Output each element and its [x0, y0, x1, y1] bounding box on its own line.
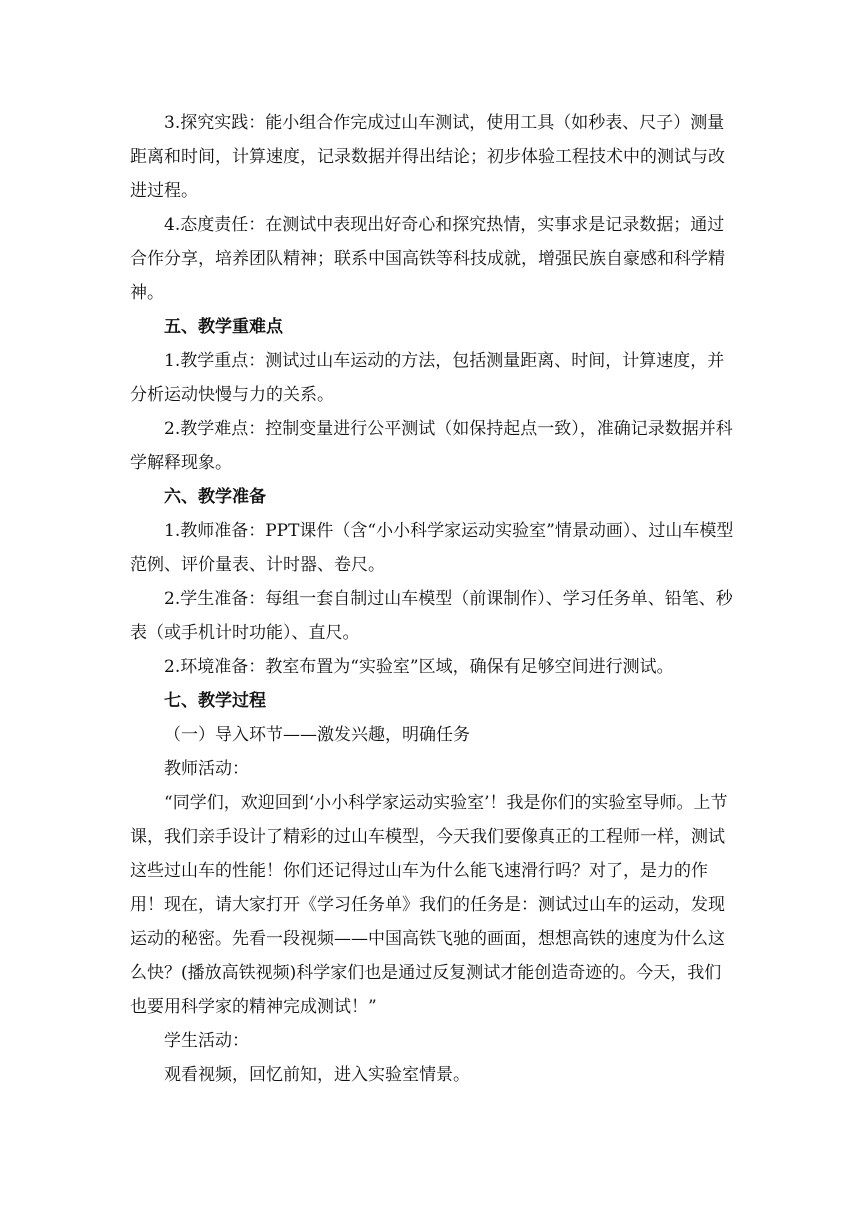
document-body	[130, 106, 738, 1092]
paragraph-environment-prep: 2.环境准备：教室布置为“实验室”区域，确保有足够空间进行测试。	[164, 657, 674, 677]
paragraph-student-activity: 观看视频，回忆前知，进入实验室情景。	[164, 1065, 470, 1085]
paragraph-difficult-point: 2.教学难点：控制变量进行公平测试（如保持起点一致），准确记录数据并科学解释现象。	[130, 419, 733, 473]
paragraph-inquiry-practice: 3.探究实践：能小组合作完成过山车测试，使用工具（如秒表、尺子）测量距离和时间，计算速度，记录数据并得出结论；初步体验工程技术中的测试与改进过程。	[130, 113, 725, 201]
heading-teaching-process: 七、教学过程	[164, 691, 266, 711]
paragraph-student-prep: 2.学生准备：每组一套自制过山车模型（前课制作）、学习任务单、铅笔、秒表（或手机计时功能）、直尺。	[130, 589, 733, 643]
label-student-activity: 学生活动：	[164, 1031, 249, 1051]
paragraph-key-point: 1.教学重点：测试过山车运动的方法，包括测量距离、时间，计算速度，并分析运动快慢与力的关系。	[130, 351, 725, 405]
label-teacher-activity: 教师活动：	[164, 759, 249, 779]
paragraph-teacher-speech: “同学们，欢迎回到‘小小科学家运动实验室’！我是你们的实验室导师。上节课，我们亲手设计了精彩的过山车模型，今天我们要像真正的工程师一样，测试这些过山车的性能！你们还记得过山车为什么能飞速滑行吗？对了，是力的作用！现在，请大家打开《学习任务单》我们的任务是：测试过山车的运动，发现运动的秘密。先看一段视频——中国高铁飞驰的画面，想想高铁的速度为什么这么快？(播放高铁视频)科学家们也是通过反复测试才能创造奇迹的。今天，我们也要用科学家的精神完成测试！”	[130, 793, 728, 1017]
paragraph-attitude-responsibility: 4.态度责任：在测试中表现出好奇心和探究热情，实事求是记录数据；通过合作分享，培养团队精神；联系中国高铁等科技成就，增强民族自豪感和科学精神。	[130, 215, 725, 303]
subheading-introduction: （一）导入环节——激发兴趣，明确任务	[164, 725, 470, 745]
heading-key-difficult-points: 五、教学重难点	[164, 317, 283, 337]
paragraph-teacher-prep: 1.教师准备：PPT课件（含“小小科学家运动实验室”情景动画）、过山车模型范例、评价量表、计时器、卷尺。	[130, 521, 734, 575]
heading-preparation: 六、教学准备	[164, 487, 266, 507]
